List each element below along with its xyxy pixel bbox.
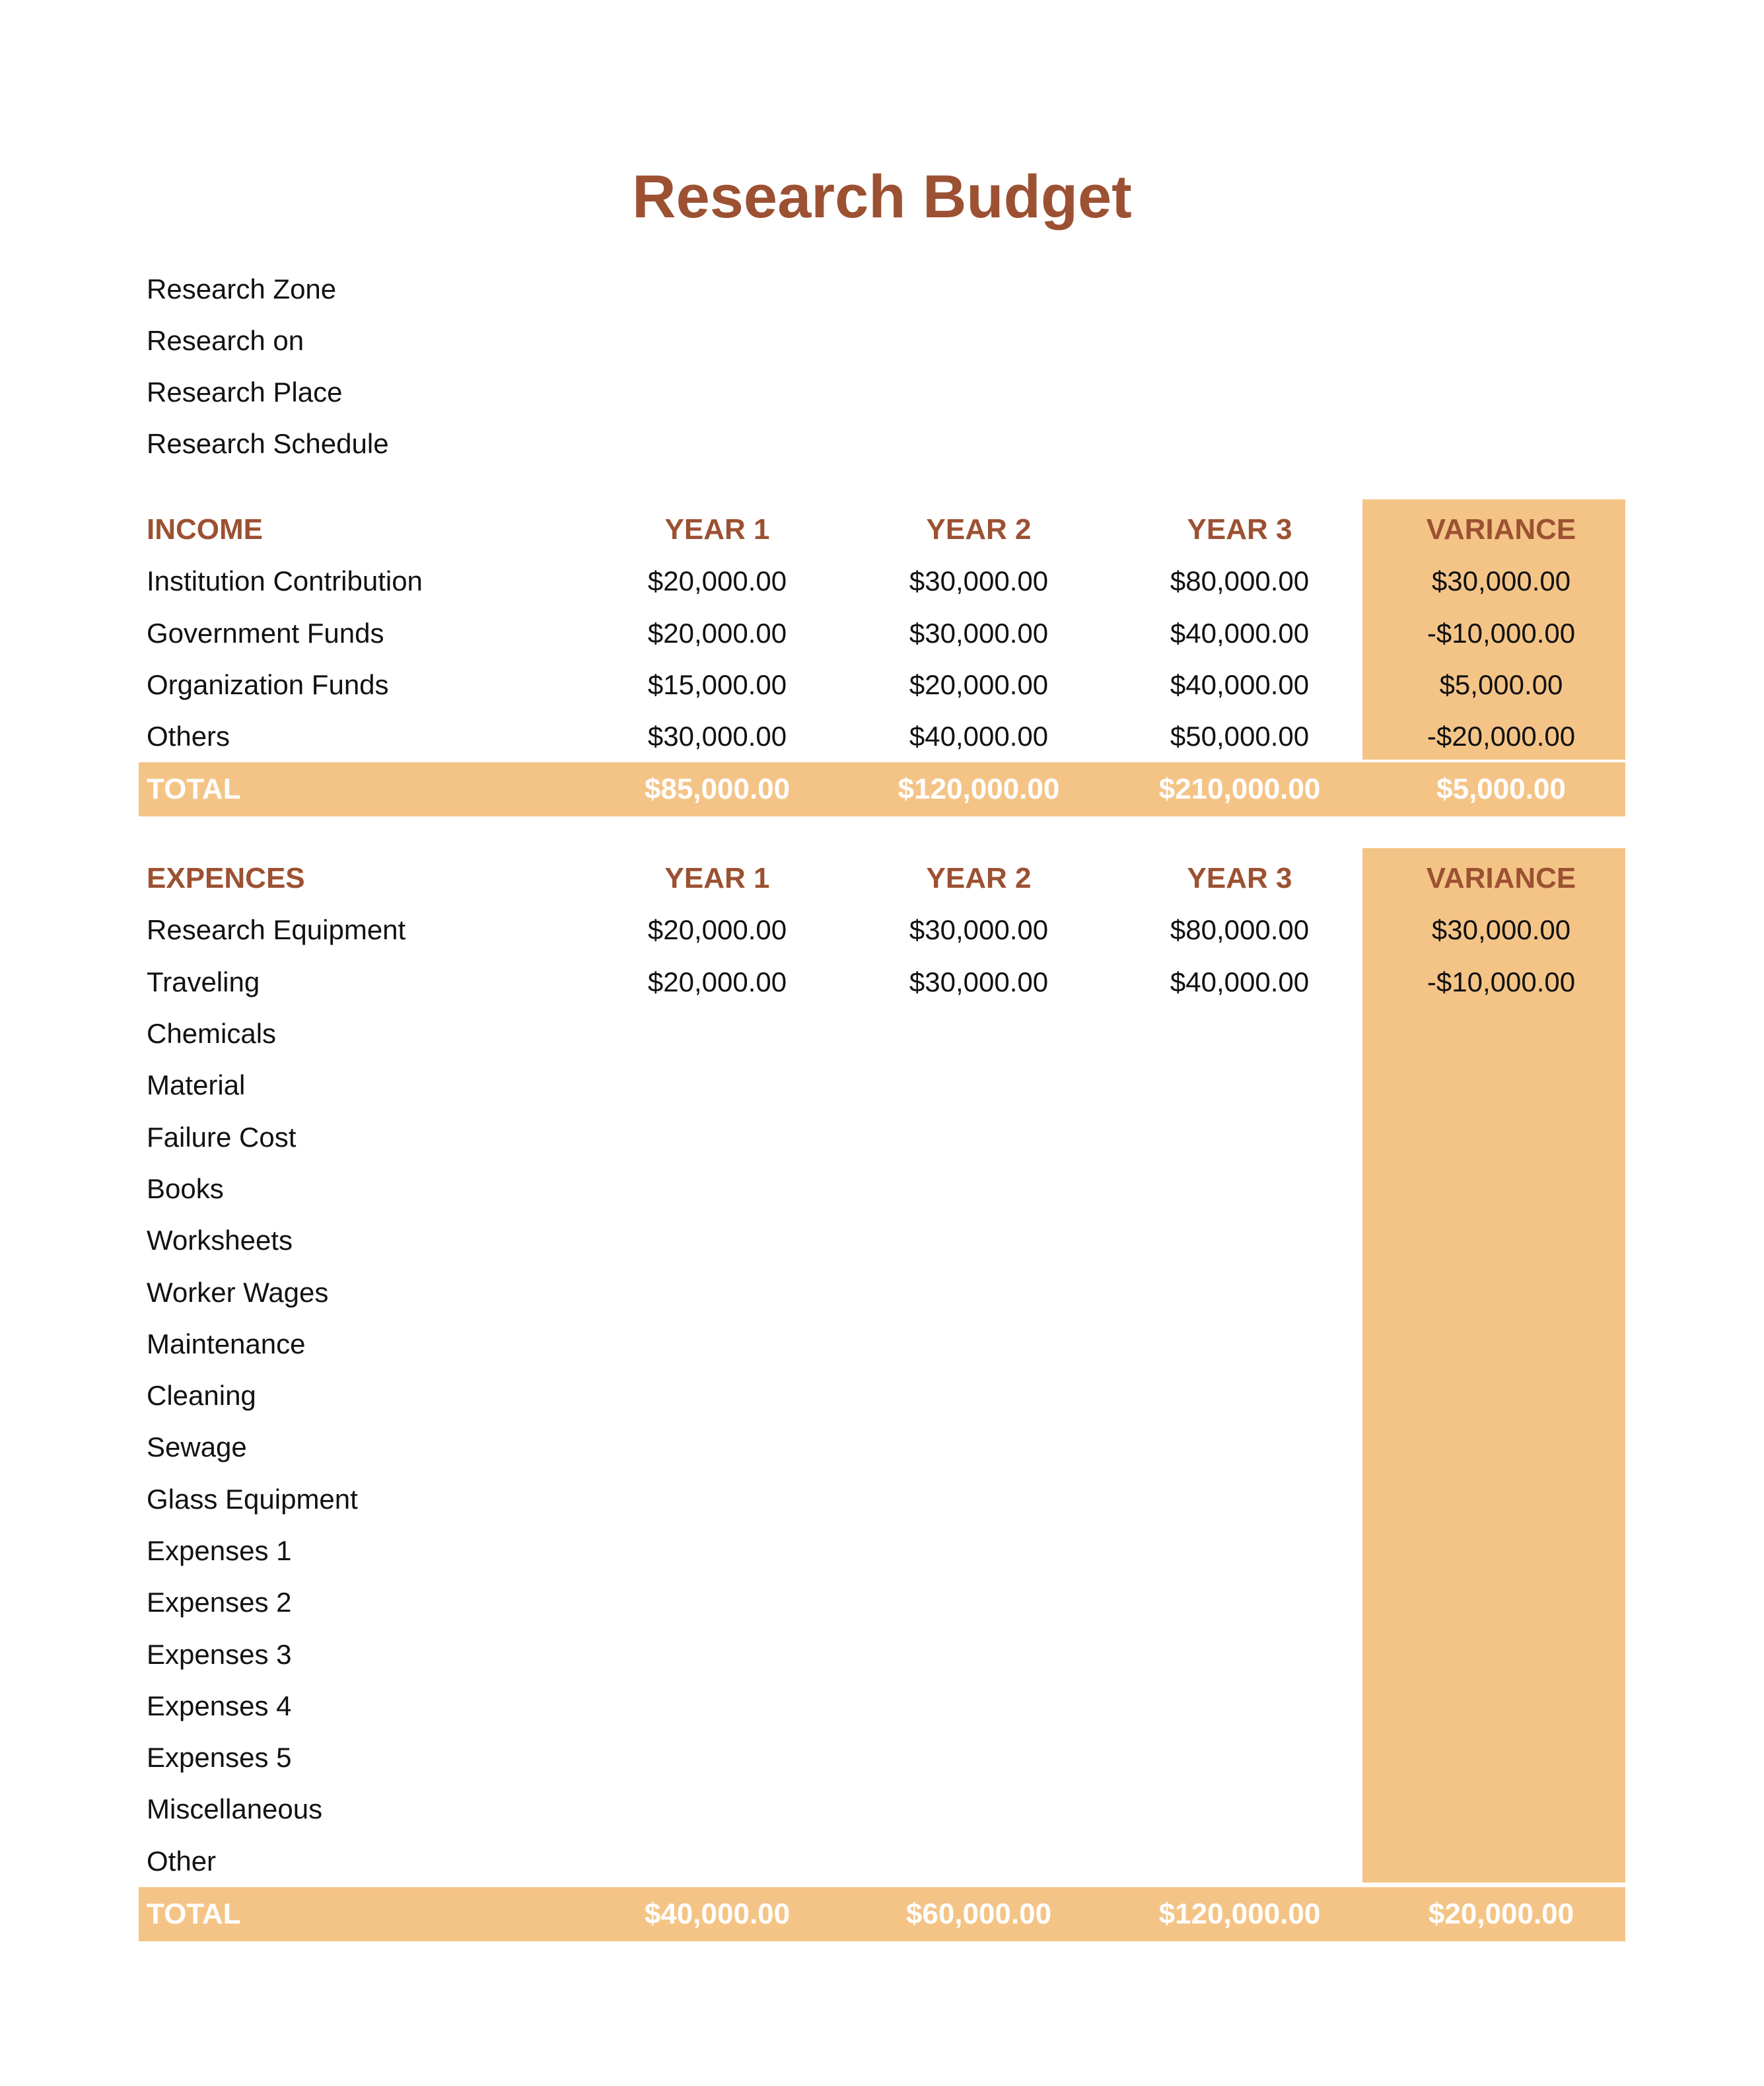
income-total-row — [139, 762, 1625, 816]
row-label: Glass Equipment — [147, 1483, 358, 1515]
row-label: Material — [147, 1069, 246, 1101]
year3-header: YEAR 3 — [1187, 513, 1292, 546]
total-variance: $20,000.00 — [1428, 1897, 1574, 1930]
table-row — [139, 556, 1625, 607]
variance-value: $30,000.00 — [1431, 565, 1571, 597]
year2-header: YEAR 2 — [926, 513, 1032, 546]
income-rows — [139, 556, 1625, 762]
year1-header: YEAR 1 — [664, 513, 770, 546]
info-research-zone: Research Zone — [147, 273, 337, 305]
expenses-header-label: EXPENCES — [147, 862, 305, 895]
table-row — [139, 608, 1625, 659]
year1-value: $15,000.00 — [647, 669, 787, 701]
income-header-row — [139, 504, 1625, 556]
row-label: Expenses 2 — [147, 1587, 292, 1618]
table-row — [139, 1111, 1625, 1163]
table-row — [139, 1266, 1625, 1318]
year1-header: YEAR 1 — [664, 862, 770, 895]
variance-value: -$10,000.00 — [1427, 966, 1576, 997]
row-label: Expenses 5 — [147, 1742, 292, 1774]
table-row — [139, 1525, 1625, 1577]
income-header-label: INCOME — [147, 513, 263, 546]
info-research-schedule: Research Schedule — [147, 428, 389, 459]
row-label: Miscellaneous — [147, 1793, 323, 1825]
row-label: Traveling — [147, 966, 260, 997]
year1-value: $30,000.00 — [647, 721, 787, 752]
row-label: Expenses 4 — [147, 1690, 292, 1721]
total-year3: $210,000.00 — [1158, 773, 1321, 806]
year3-header: YEAR 3 — [1187, 862, 1292, 895]
table-row — [139, 1215, 1625, 1266]
year1-value: $20,000.00 — [647, 966, 787, 997]
row-label: Organization Funds — [147, 669, 389, 701]
table-row — [139, 1577, 1625, 1628]
row-label: Sewage — [147, 1431, 247, 1463]
row-label: Others — [147, 721, 230, 752]
year2-value: $30,000.00 — [909, 914, 1049, 946]
row-label: Failure Cost — [147, 1121, 297, 1153]
row-label: Other — [147, 1845, 217, 1877]
table-row — [139, 1370, 1625, 1421]
table-row — [139, 1163, 1625, 1215]
year3-value: $80,000.00 — [1170, 914, 1310, 946]
row-label: Research Equipment — [147, 914, 406, 946]
year1-value: $20,000.00 — [647, 617, 787, 649]
page-title: Research Budget — [632, 162, 1132, 231]
table-row — [139, 1008, 1625, 1060]
table-row — [139, 1318, 1625, 1370]
total-label: TOTAL — [147, 773, 241, 806]
table-row — [139, 1628, 1625, 1680]
variance-header: VARIANCE — [1426, 513, 1576, 546]
table-row — [139, 1060, 1625, 1111]
expenses-total-row — [139, 1887, 1625, 1941]
expenses-table — [139, 853, 1625, 1941]
variance-value: -$10,000.00 — [1427, 617, 1576, 649]
table-row — [139, 1836, 1625, 1887]
year3-value: $40,000.00 — [1170, 966, 1310, 997]
table-row — [139, 1474, 1625, 1525]
year2-value: $30,000.00 — [909, 617, 1049, 649]
row-label: Government Funds — [147, 617, 384, 649]
variance-value: $5,000.00 — [1439, 669, 1563, 701]
row-label: Worker Wages — [147, 1276, 329, 1308]
total-year2: $60,000.00 — [905, 1897, 1052, 1930]
table-row — [139, 1421, 1625, 1473]
income-table — [139, 504, 1625, 816]
year2-value: $20,000.00 — [909, 669, 1049, 701]
year2-value: $30,000.00 — [909, 966, 1049, 997]
expenses-rows — [139, 904, 1625, 1887]
row-label: Cleaning — [147, 1380, 256, 1412]
table-row — [139, 1680, 1625, 1732]
year1-value: $20,000.00 — [647, 565, 787, 597]
table-row — [139, 659, 1625, 711]
info-research-place: Research Place — [147, 377, 343, 408]
year3-value: $40,000.00 — [1170, 617, 1310, 649]
row-label: Maintenance — [147, 1328, 306, 1359]
total-variance: $5,000.00 — [1436, 773, 1566, 806]
table-row — [139, 904, 1625, 956]
total-year3: $120,000.00 — [1158, 1897, 1321, 1930]
total-year1: $40,000.00 — [644, 1897, 791, 1930]
variance-value: $30,000.00 — [1431, 914, 1571, 946]
total-label: TOTAL — [147, 1897, 241, 1930]
total-year1: $85,000.00 — [644, 773, 791, 806]
row-label: Books — [147, 1172, 224, 1204]
table-row — [139, 956, 1625, 1008]
table-row — [139, 1783, 1625, 1835]
table-row — [139, 711, 1625, 762]
row-label: Expenses 1 — [147, 1535, 292, 1566]
variance-header: VARIANCE — [1426, 862, 1576, 895]
year3-value: $50,000.00 — [1170, 721, 1310, 752]
info-research-on: Research on — [147, 325, 304, 356]
variance-value: -$20,000.00 — [1427, 721, 1576, 752]
year2-value: $40,000.00 — [909, 721, 1049, 752]
year2-header: YEAR 2 — [926, 862, 1032, 895]
row-label: Expenses 3 — [147, 1638, 292, 1670]
row-label: Institution Contribution — [147, 565, 423, 597]
table-row — [139, 1732, 1625, 1783]
year3-value: $40,000.00 — [1170, 669, 1310, 701]
year3-value: $80,000.00 — [1170, 565, 1310, 597]
row-label: Chemicals — [147, 1018, 277, 1050]
year1-value: $20,000.00 — [647, 914, 787, 946]
total-year2: $120,000.00 — [898, 773, 1060, 806]
row-label: Worksheets — [147, 1225, 293, 1256]
expenses-header-row — [139, 853, 1625, 904]
year2-value: $30,000.00 — [909, 565, 1049, 597]
